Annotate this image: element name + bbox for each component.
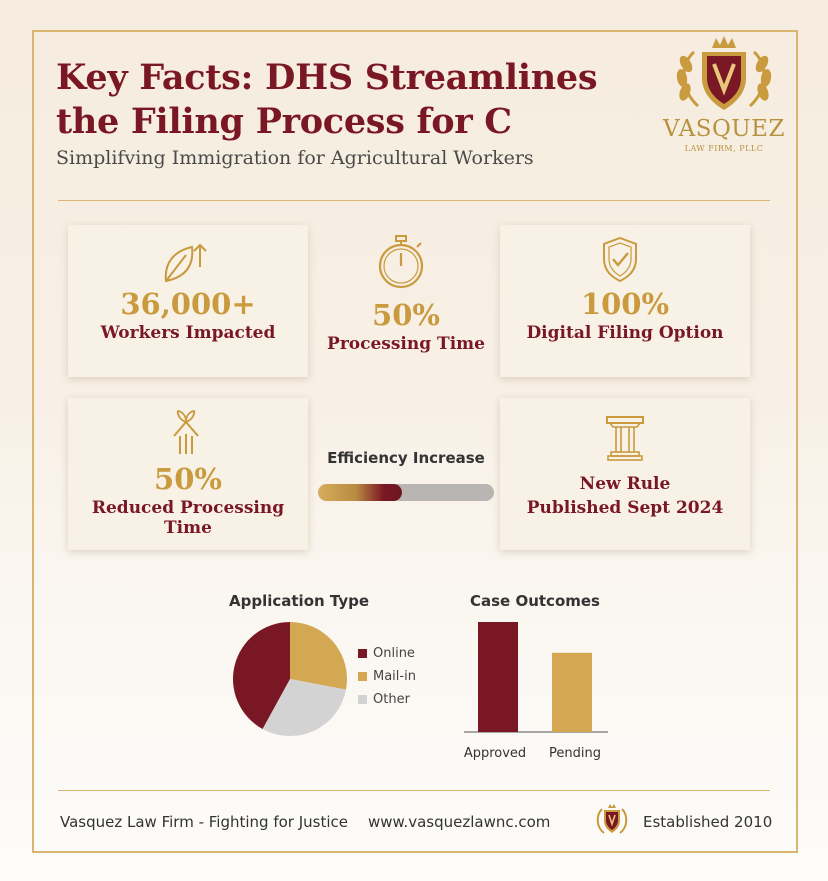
application-type-pie-chart [232,621,348,737]
stat-value-processing: 50% [372,298,440,332]
legend-label: Other [373,692,410,707]
footer-website[interactable]: www.vasquezlawnc.com [368,813,551,831]
legend-item-other [358,688,416,711]
stat-label: Workers Impacted [100,323,276,343]
crest-icon [662,34,786,118]
stat-label-line1: New Rule [579,474,671,494]
page-subtitle: Simplifving Immigration for Agricultural Workers [56,147,534,169]
bar-label-approved: Approved [463,746,527,761]
efficiency-title: Efficiency Increase [327,449,485,467]
legend-label: Online [373,646,415,661]
efficiency-progress-fill [318,484,402,501]
pillar-icon [604,414,646,462]
title-line-1: Key Facts: DHS Streamlines [56,57,598,98]
legend-label: Mail-in [373,669,416,684]
bar-pending [552,653,592,732]
bar-label-pending: Pending [549,746,601,761]
logo-subtitle: LAW FIRM, PLLC [684,144,764,153]
stopwatch-icon [376,233,426,291]
logo-name: VASQUEZ [663,116,785,142]
footer-crest-icon [594,803,630,837]
footer-tagline: Vasquez Law Firm - Fighting for Justice [60,813,348,831]
pie-legend [358,642,416,711]
stat-card-workers [68,225,308,377]
stat-card-reduced [68,398,308,550]
stat-label-line2: Published Sept 2024 [526,498,724,518]
stat-value: 50% [154,462,222,496]
bar-chart-title: Case Outcomes [470,592,600,610]
arrow-sprout-icon [166,410,206,456]
stat-label: Digital Filing Option [526,323,724,343]
legend-swatch [358,672,367,681]
legend-swatch [358,695,367,704]
stat-card-digital [500,225,750,377]
stat-label-processing: Processing Time [327,334,485,354]
bar-approved [478,622,518,732]
footer-divider [58,790,770,791]
header-divider [58,200,770,201]
stat-value: 100% [580,287,670,321]
legend-item-online [358,642,416,665]
title-line-2: the Filing Process for C [56,101,512,142]
pie-chart-title: Application Type [229,592,370,610]
legend-item-mail-in [358,665,416,688]
vasquez-logo [662,34,786,164]
leaf-growth-icon [160,239,210,285]
footer-established: Established 2010 [643,813,773,831]
page-title [56,56,616,144]
stat-label: Reduced Processing Time [91,498,285,538]
pie-slice-mail-in [290,622,347,690]
case-outcomes-bar-chart [450,615,620,765]
shield-check-icon [600,235,640,283]
stat-value: 36,000+ [120,287,256,321]
stat-card-new-rule [500,398,750,550]
legend-swatch [358,649,367,658]
efficiency-progress-bar [318,484,494,501]
